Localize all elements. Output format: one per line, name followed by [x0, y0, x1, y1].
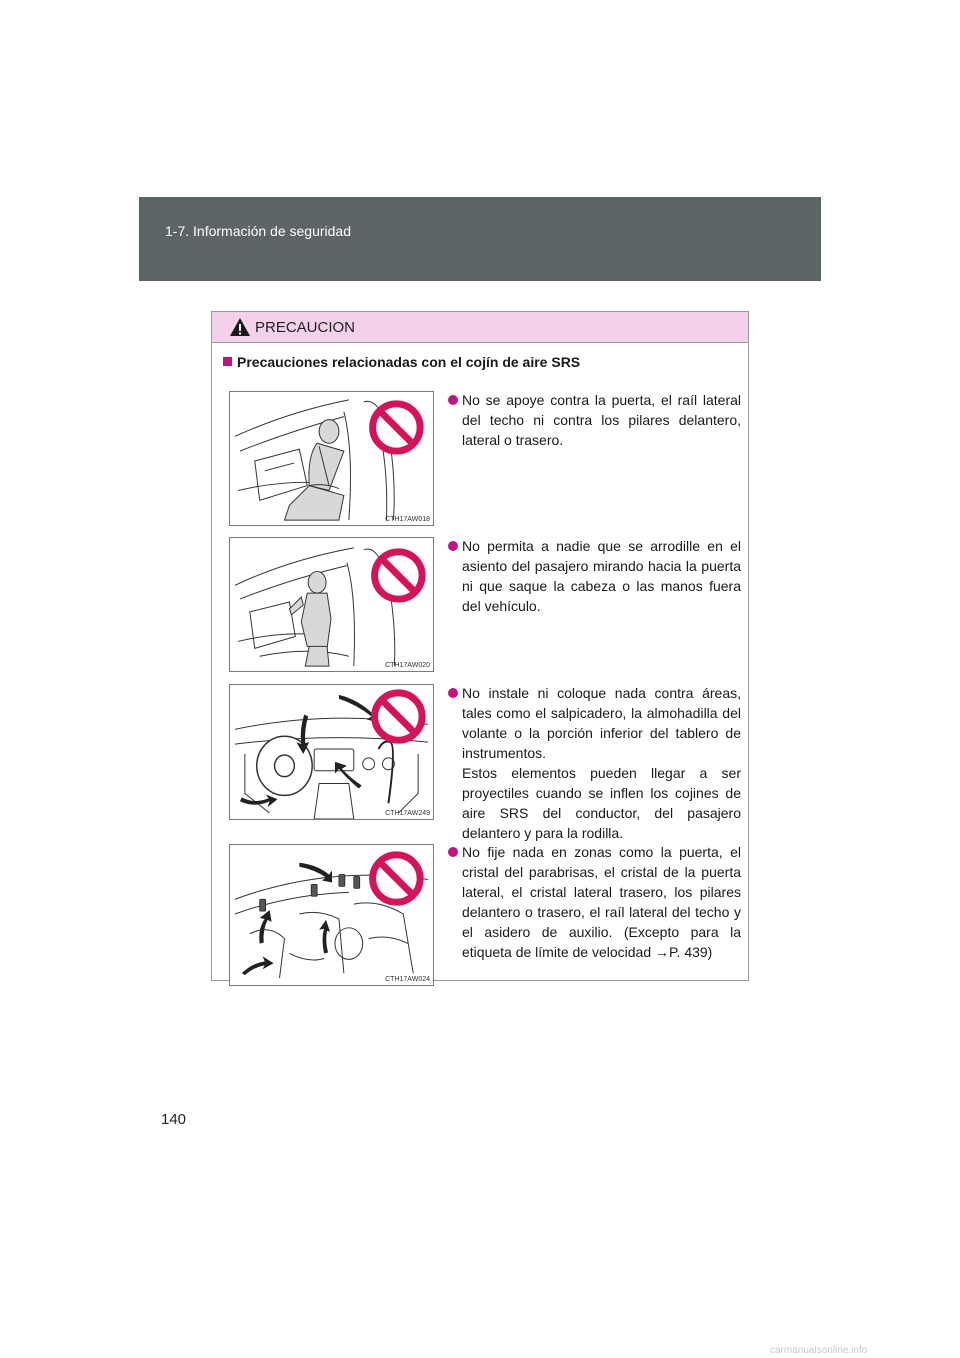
- figure-code: CTH17AW024: [385, 976, 430, 983]
- warning-triangle-icon: [229, 317, 251, 337]
- figure-code: CTH17AW249: [385, 810, 430, 817]
- section-title: 1-7. Información de seguridad: [165, 223, 351, 239]
- caution-title: PRECAUCION: [255, 319, 356, 336]
- watermark: carmanualsonline.info: [770, 1345, 868, 1356]
- bullet-icon: [448, 847, 458, 857]
- page-number: 140: [161, 1111, 187, 1128]
- bullet-icon: [448, 688, 458, 698]
- figure-code: CTH17AW020: [385, 662, 430, 669]
- caution-subheading: Precauciones relacionadas con el cojín de aire SRS: [223, 354, 580, 370]
- bullet-item: No se apoye contra la puerta, el raíl lateral del techo ni contra los pilares delantero, lateral o trasero.: [448, 390, 741, 450]
- illustration-dashboard-objects: [229, 684, 434, 820]
- square-bullet-icon: [223, 357, 232, 366]
- bullet-item: No instale ni coloque nada contra áreas, tales como el salpicadero, la almohadilla del volante o la porción inferior del tablero de instrumentos. Estos elementos pueden llegar a ser proyectiles cuando se inflen los cojines de aire SRS del conductor, del pasajero delantero y para la rodilla.: [448, 683, 741, 843]
- illustration-interior-objects: [229, 844, 434, 986]
- caution-box: [211, 311, 749, 981]
- bullet-icon: [448, 395, 458, 405]
- figure-code: CTH17AW018: [385, 516, 430, 523]
- illustration-kneeling-passenger: [229, 537, 434, 672]
- bullet-item: No fije nada en zonas como la puerta, el cristal del parabrisas, el cristal de la puerta lateral, el cristal lateral trasero, los pilares delantero o trasero, el raíl lateral del techo y el asidero de auxilio. (Excepto para la etiqueta de límite de velocidad →P. 439): [448, 842, 741, 962]
- bullet-item: No permita a nadie que se arrodille en el asiento del pasajero mirando hacia la puerta ni que saque la cabeza o las manos fuera del vehículo.: [448, 536, 741, 616]
- illustration-leaning-door: [229, 391, 434, 526]
- bullet-icon: [448, 541, 458, 551]
- caution-header: [212, 312, 748, 343]
- section-header: [139, 197, 821, 281]
